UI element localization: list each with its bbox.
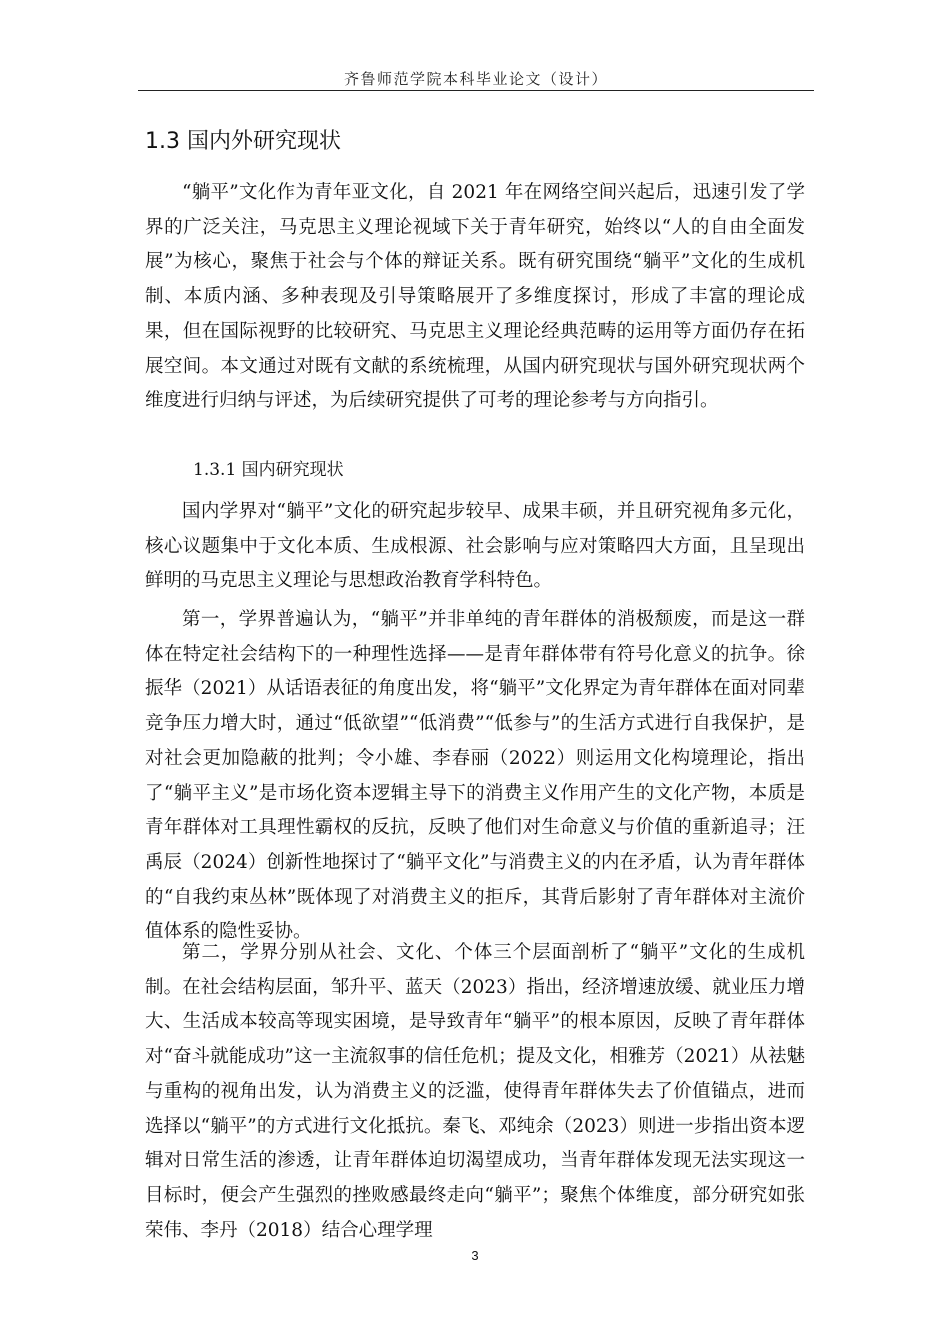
header-divider: [138, 90, 814, 91]
intro-paragraph: “躺平”文化作为青年亚文化，自 2021 年在网络空间兴起后，迅速引发了学界的广泛关注，马克思主义理论视域下关于青年研究，始终以“人的自由全面发展”为核心，聚焦于社会与个体的辩证关系。既有研究围绕“躺平”文化的生成机制、本质内涵、多种表现及引导策略展开了多维度探讨，形成了丰富的理论成果，但在国际视野的比较研究、马克思主义理论经典范畴的运用等方面仍存在拓展空间。本文通过对既有文献的系统梳理，从国内研究现状与国外研究现状两个维度进行归纳与评述，为后续研究提供了可考的理论参考与方向指引。: [145, 182, 805, 412]
section-heading: 1.3 国内外研究现状: [145, 129, 341, 154]
page-number: 3: [471, 1248, 479, 1263]
body-paragraph: 第二，学界分别从社会、文化、个体三个层面剖析了“躺平”文化的生成机制。在社会结构层面，邹升平、蓝天（2023）指出，经济增速放缓、就业压力增大、生活成本较高等现实困境，是导致青年“躺平”的根本原因，反映了青年群体对“奋斗就能成功”这一主流叙事的信任危机；提及文化，相雅芳（2021）从祛魅与重构的视角出发，认为消费主义的泛滥，使得青年群体失去了价值锚点，进而选择以“躺平”的方式进行文化抵抗。秦飞、邓纯余（2023）则进一步指出资本逻辑对日常生活的渗透，让青年群体迫切渴望成功，当青年群体发现无法实现这一目标时，便会产生强烈的挫败感最终走向“躺平”；聚焦个体维度，部分研究如张荣伟、李丹（2018）结合心理学理: [145, 942, 805, 1241]
subsection-heading: 1.3.1 国内研究现状: [193, 460, 344, 480]
page-header: 齐鲁师范学院本科毕业论文（设计）: [343, 70, 608, 88]
body-paragraph: 国内学界对“躺平”文化的研究起步较早、成果丰硕，并且研究视角多元化，核心议题集中于文化本质、生成根源、社会影响与应对策略四大方面，且呈现出鲜明的马克思主义理论与思想政治教育学科特色。: [145, 501, 805, 592]
body-paragraph: 第一，学界普遍认为，“躺平”并非单纯的青年群体的消极颓废，而是这一群体在特定社会结构下的一种理性选择——是青年群体带有符号化意义的抗争。徐振华（2021）从话语表征的角度出发，将“躺平”文化界定为青年群体在面对同辈竞争压力增大时，通过“低欲望”“低消费”“低参与”的生活方式进行自我保护，是对社会更加隐蔽的批判；令小雄、李春丽（2022）则运用文化构境理论，指出了“躺平主义”是市场化资本逻辑主导下的消费主义作用产生的文化产物，本质是青年群体对工具理性霸权的反抗，反映了他们对生命意义与价值的重新追寻；汪禹辰（2024）创新性地探讨了“躺平文化”与消费主义的内在矛盾，认为青年群体的“自我约束丛林”既体现了对消费主义的拒斥，其背后影射了青年群体对主流价值体系的隐性妥协。: [145, 609, 805, 943]
